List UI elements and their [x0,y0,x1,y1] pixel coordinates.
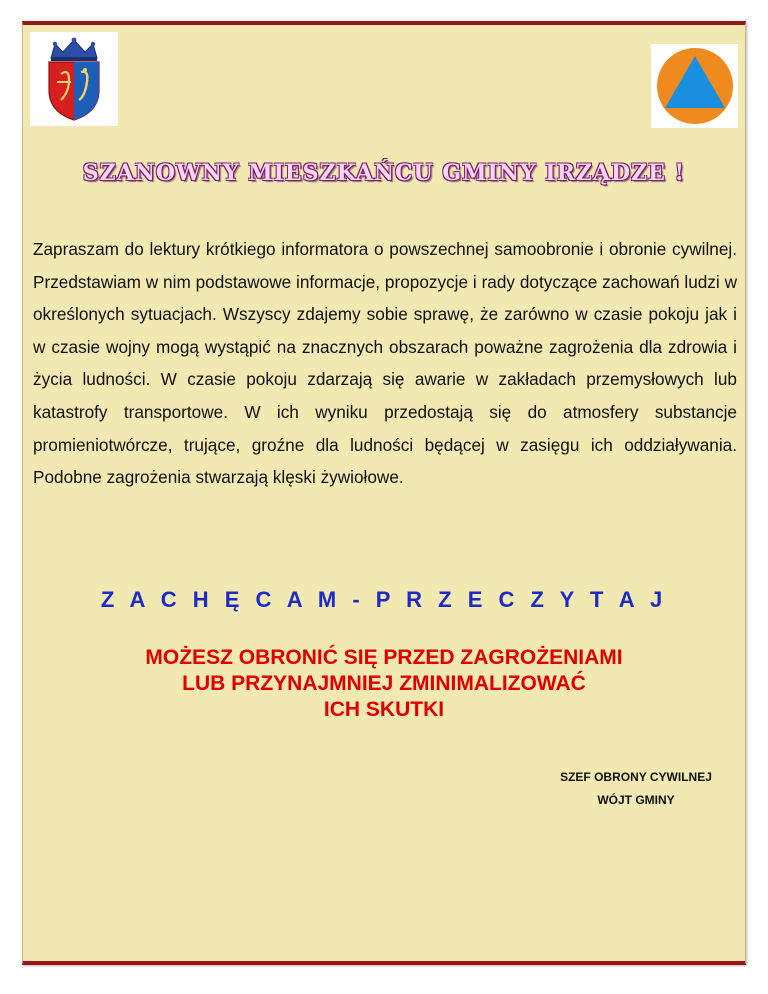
signature-line-2: WÓJT GMINY [597,793,675,807]
warning-line-2: LUB PRZYNAJMNIEJ ZMINIMALIZOWAĆ [182,672,586,695]
page-title: SZANOWNY MIESZKAŃCU GMINY IRZĄDZE ! [82,160,686,186]
signature-block [520,766,752,812]
warning-message [84,645,684,723]
coat-of-arms-icon [30,32,118,126]
civil-defence-icon [651,44,738,128]
warning-line-1: MOŻESZ OBRONIĆ SIĘ PRZED ZAGROŻENIAMI [145,646,623,669]
signature-line-1: SZEF OBRONY CYWILNEJ [560,770,712,784]
warning-line-3: ICH SKUTKI [323,698,445,721]
intro-paragraph: Zapraszam do lektury krótkiego informatora o powszechnej samoobronie i obronie cywilnej. Przedstawiam w nim podstawowe informacje, propozycje i rady dotyczące zachowań ludzi w określonych sytuacjach. Wszyscy zdajemy sobie sprawę, że zarówno w czasie pokoju jak i w czasie wojny mogą wystąpić na znacznych obszarach poważne zagrożenia dla zdrowia i życia ludności. W czasie pokoju zdarzają się awarie w zakładach przemysłowych lub katastrofy transportowe. W ich wyniku przedostają się do atmosfery substancje promieniotwórcze, trujące, groźne dla ludności będącej w zasięgu ich oddziaływania. Podobne zagrożenia stwarzają klęski żywiołowe. [33,239,737,488]
encourage-heading: Z A C H Ę C A M - P R Z E C Z Y T A J [100,587,668,612]
